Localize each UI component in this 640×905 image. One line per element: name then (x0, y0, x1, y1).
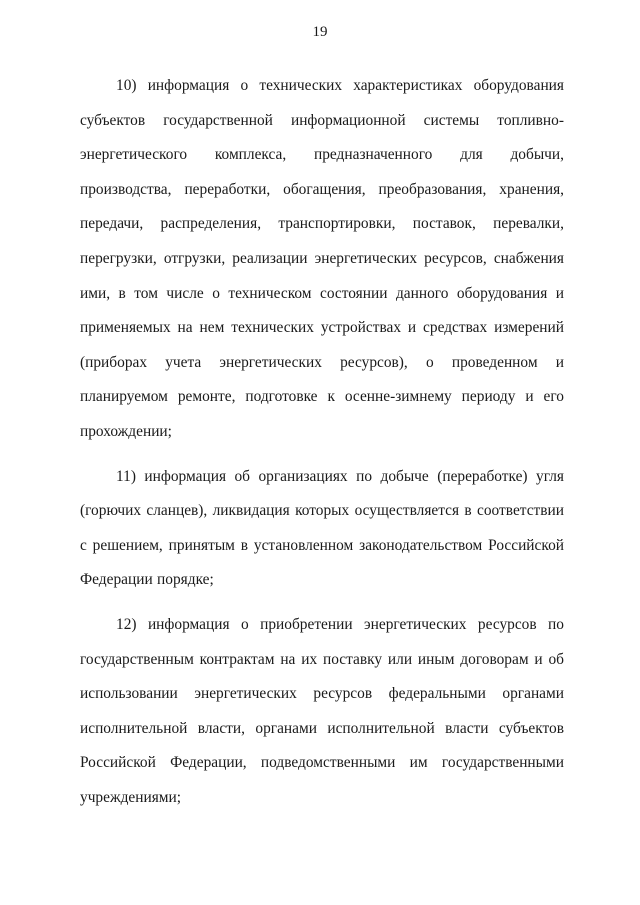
paragraph-item-10: 10) информация о технических характеристиках оборудования субъектов государственной информационной системы топливно-энергетического комплекса, предназначенного для добычи, производства, переработки, обогащения, преобразования, хранения, передачи, распределения, транспортировки, поставок, перевалки, перегрузки, отгрузки, реализации энергетических ресурсов, снабжения ими, в том числе о техническом состоянии данного оборудования и применяемых на нем технических устройствах и средствах измерений (приборах учета энергетических ресурсов), о проведенном и планируемом ремонте, подготовке к осенне-зимнему периоду и его прохождении; (80, 77, 564, 440)
page-number: 19 (312, 24, 328, 40)
paragraph-item-11: 11) информация об организациях по добыче (переработке) угля (горючих сланцев), ликвидация которых осуществляется в соответствии с решением, принятым в установленном законодательством Российской Федерации порядке; (80, 467, 564, 589)
document-body (80, 69, 564, 825)
paragraph-item-12: 12) информация о приобретении энергетических ресурсов по государственным контрактам на их поставку или иным договорам и об использовании энергетических ресурсов федеральными органами исполнительной власти, органами исполнительной власти субъектов Российской Федерации, подведомственными им государственными учреждениями; (80, 615, 564, 806)
